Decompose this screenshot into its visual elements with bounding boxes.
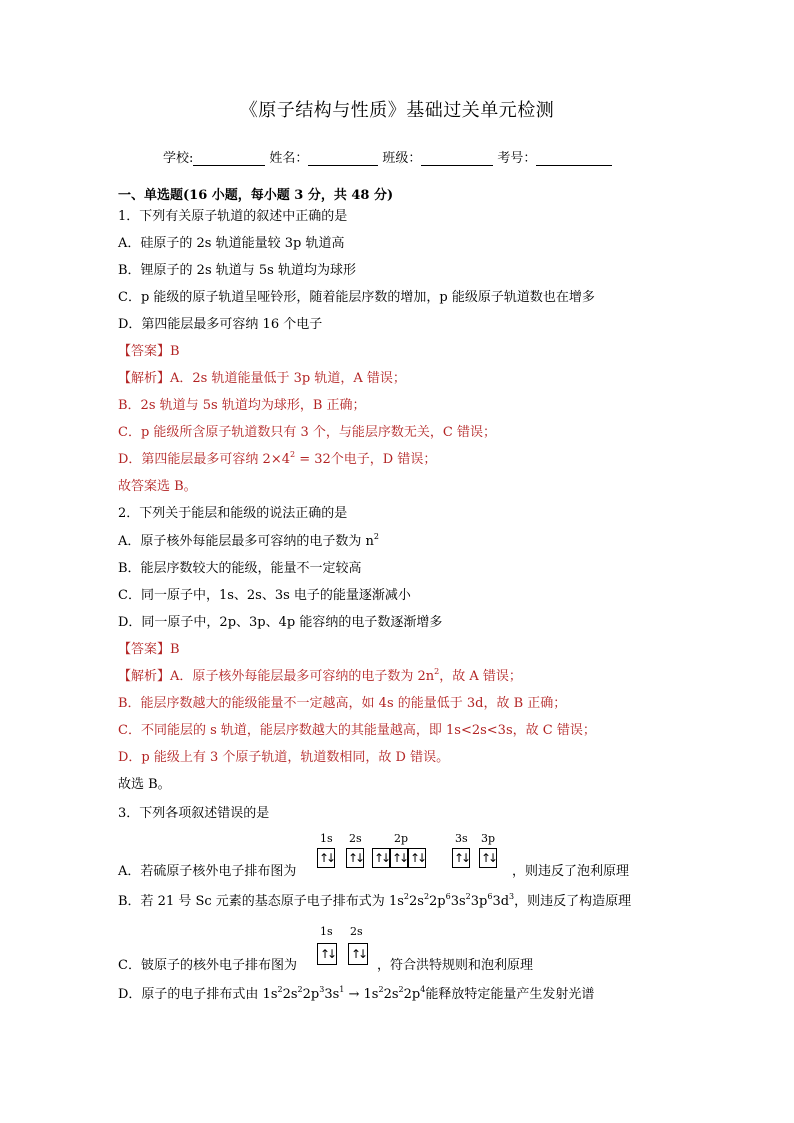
config-sup: 2 <box>297 985 303 994</box>
page-title: 《原子结构与性质》基础过关单元检测 <box>239 100 555 121</box>
name-blank[interactable] <box>308 151 378 166</box>
orbital-box: ↑↓ <box>408 848 426 868</box>
school-label: 学校: <box>163 151 194 166</box>
q1-option-b: B．锂原子的 2s 轨道与 5s 轨道均为球形 <box>118 263 356 278</box>
q3-c-pre: C．铍原子的核外电子排布图为 <box>118 958 297 973</box>
config-orbital: 3s <box>450 894 466 909</box>
config-sup: 2 <box>398 985 404 994</box>
config-sup: 2 <box>277 985 283 994</box>
q3-b-post: ，则违反了构造原理 <box>514 894 632 909</box>
q3-b-pre: B．若 21 号 Sc 元素的基态原子电子排布式为 1s <box>118 894 404 909</box>
orbital-box: ↑↓ <box>479 848 497 868</box>
student-info-row <box>163 147 616 166</box>
q1-explanation-d <box>118 451 436 469</box>
q2-exp1-post: ，故 A 错误； <box>439 669 522 684</box>
config-orbital: 3s <box>324 987 340 1002</box>
q1-answer: 【答案】B <box>118 344 180 359</box>
config-orbital: 2p <box>302 987 320 1002</box>
school-blank[interactable] <box>193 151 265 166</box>
q2-answer: 【答案】B <box>118 642 180 657</box>
q2-stem: 2．下列关于能层和能级的说法正确的是 <box>118 506 348 521</box>
q3-a-pre: A．若硫原子核外电子排布图为 <box>118 864 297 879</box>
q1-exp4-sup: 2 <box>290 450 296 459</box>
orbital-label: 1s <box>320 925 333 938</box>
q2-explanation-c: C．不同能层的 s 轨道，能层序数越大的其能量越高，即 1s<2s<3s，故 C 错误； <box>118 723 596 738</box>
config-sup: 2 <box>465 892 471 901</box>
sulfur-orbital-diagram <box>315 832 515 872</box>
config-sup: 3 <box>319 985 325 994</box>
q3-option-c-text <box>118 957 297 975</box>
orbital-box: ↑↓ <box>317 943 337 965</box>
config-sup: 2 <box>378 985 384 994</box>
orbital-label: 2s <box>349 832 362 845</box>
orbital-box: ↑↓ <box>390 848 408 868</box>
orbital-label: 3p <box>481 832 496 845</box>
q1-exp4-post: = 32个电子，D 错误； <box>295 452 437 467</box>
q2-conclusion: 故选 B。 <box>118 777 171 792</box>
orbital-label: 3s <box>455 832 468 845</box>
q1-stem: 1．下列有关原子轨道的叙述中正确的是 <box>118 209 348 224</box>
orbital-label: 2s <box>350 925 363 938</box>
config-sup: 6 <box>487 892 493 901</box>
config-sup: 3 <box>509 892 515 901</box>
orbital-box: ↑↓ <box>346 848 364 868</box>
q1-option-c: C．p 能级的原子轨道呈哑铃形，随着能层序数的增加，p 能级原子轨道数也在增多 <box>118 290 595 305</box>
q2-option-d: D．同一原子中，2p、3p、4p 能容纳的电子数逐渐增多 <box>118 615 443 630</box>
exam-no-blank[interactable] <box>536 151 612 166</box>
q3-d-pre: D．原子的电子排布式由 1s <box>118 987 278 1002</box>
exam-no-label: 考号： <box>497 151 537 166</box>
config-orbital: 2s <box>408 894 424 909</box>
config-orbital: 2s <box>282 987 298 1002</box>
beryllium-orbital-diagram <box>314 925 384 969</box>
class-blank[interactable] <box>421 151 493 166</box>
q3-c-post: ，符合洪特规则和泡利原理 <box>377 958 534 973</box>
config-sup: 4 <box>420 985 426 994</box>
q2-explanation-d: D．p 能级上有 3 个原子轨道，轨道数相同，故 D 错误。 <box>118 750 450 765</box>
config-sup: 2 <box>423 892 430 901</box>
section-heading: 一、单选题(16 小题，每小题 3 分，共 48 分) <box>118 188 394 203</box>
q3-a-post: ，则违反了泡利原理 <box>512 864 630 879</box>
q1-explanation-b: B．2s 轨道与 5s 轨道均为球形，B 正确； <box>118 398 366 413</box>
orbital-box: ↑↓ <box>317 848 335 868</box>
q2-exp1-pre: 【解析】A．原子核外每能层最多可容纳的电子数为 2n <box>118 669 435 684</box>
q2-a-sup: 2 <box>373 532 379 541</box>
q1-explanation-a: 【解析】A．2s 轨道能量低于 3p 轨道，A 错误； <box>118 371 406 386</box>
config-sup: 1 <box>339 985 345 994</box>
orbital-box: ↑↓ <box>348 943 368 965</box>
q3-d-post: 能释放特定能量产生发射光谱 <box>425 987 595 1002</box>
q3-option-d <box>118 986 594 1004</box>
q1-exp4-pre: D．第四能层最多可容纳 2×4 <box>118 452 290 467</box>
q1-option-a: A．硅原子的 2s 轨道能量较 3p 轨道高 <box>118 236 345 251</box>
q3-option-a-text <box>118 863 296 881</box>
orbital-label: 2p <box>394 832 409 845</box>
config-orbital: 2p <box>403 987 421 1002</box>
name-label: 姓名： <box>269 151 309 166</box>
q2-a-text: A．原子核外每能层最多可容纳的电子数为 n <box>118 534 374 549</box>
orbital-label: 1s <box>320 832 333 845</box>
q2-option-c: C．同一原子中，1s、2s、3s 电子的能量逐渐减小 <box>118 588 411 603</box>
orbital-box: ↑↓ <box>372 848 390 868</box>
config-orbital: 2s <box>383 987 399 1002</box>
q1-explanation-c: C．p 能级所含原子轨道数只有 3 个，与能层序数无关，C 错误； <box>118 425 497 440</box>
q1-conclusion: 故答案选 B。 <box>118 479 197 494</box>
class-label: 班级： <box>382 151 422 166</box>
q1-option-d: D．第四能层最多可容纳 16 个电子 <box>118 317 323 332</box>
q2-explanation-b: B．能层序数越大的能级能量不一定越高，如 4s 的能量低于 3d，故 B 正确； <box>118 696 567 711</box>
orbital-box: ↑↓ <box>452 848 470 868</box>
q2-option-a <box>118 533 379 551</box>
q2-exp1-sup: 2 <box>434 667 440 676</box>
config-orbital: 3p <box>470 894 488 909</box>
config-orbital: 2p <box>429 894 446 909</box>
q3-option-b <box>118 893 631 911</box>
reaction-arrow: → 1s <box>344 987 379 1002</box>
config-sup: 2 <box>403 892 409 901</box>
q3-stem: 3．下列各项叙述错误的是 <box>118 806 270 821</box>
config-sup: 6 <box>445 892 451 901</box>
q2-explanation-a <box>118 668 522 686</box>
config-orbital: 3d <box>492 894 510 909</box>
q2-option-b: B．能层序数较大的能级，能量不一定较高 <box>118 561 362 576</box>
